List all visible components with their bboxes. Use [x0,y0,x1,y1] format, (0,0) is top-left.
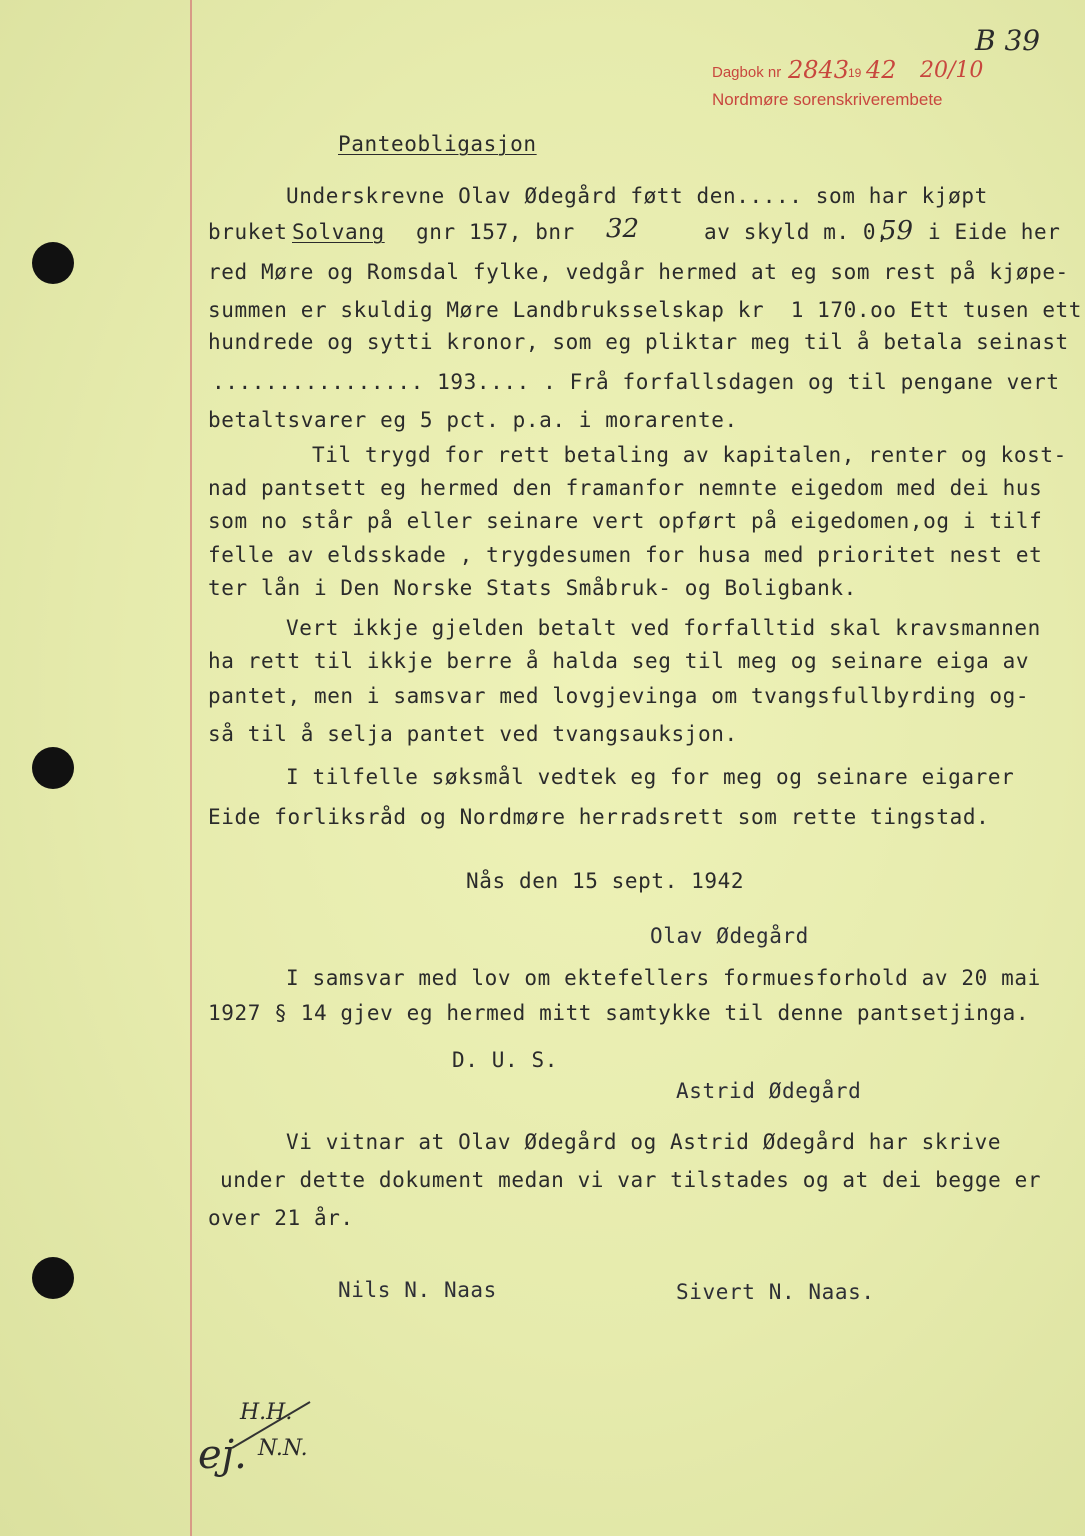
signature-owner: Olav Ødegård [650,924,809,948]
text-line: I tilfelle søksmål vedtek eg for meg og seinare eigarer [286,765,1015,789]
text-line: nad pantsett eg hermed den framanfor nemnte eigedom med dei hus [208,476,1043,500]
text-line: summen er skuldig Møre Landbruksselskap kr 1 170.oo Ett tusen ett [208,298,1083,322]
signature-witness-1: Nils N. Naas [338,1278,497,1302]
text-line: i Eide her [928,220,1061,244]
text-line: Eide forliksråd og Nordmøre herradsrett som rette tingstad. [208,805,990,829]
initials-2: N.N. [258,1436,308,1461]
text-line: ha rett til ikkje berre å halda seg til meg og seinare eiga av [208,649,1030,673]
stamp-year: 42 [866,56,897,84]
initials-mark: ej. [198,1432,247,1478]
handwritten-skyld: 59 [880,216,914,246]
text-line: pantet, men i samsvar med lovgjevinga om tvangsfullbyrding og- [208,684,1030,708]
text-line: betaltsvarer eg 5 pct. p.a. i morarente. [208,408,738,432]
text-line: Vert ikkje gjelden betalt ved forfalltid skal kravsmannen [286,616,1041,640]
text-line: felle av eldsskade , trygdesumen for husa med prioritet nest et [208,543,1043,567]
punch-hole [32,747,74,789]
margin-rule [190,0,192,1536]
text-line: 1927 § 14 gjev eg hermed mitt samtykke til denne pantsetjinga. [208,1001,1030,1025]
text-line: hundrede og sytti kronor, som eg pliktar meg til å betala seinast [208,330,1069,354]
text-line: I samsvar med lov om ektefellers formuesforhold av 20 mai [286,966,1041,990]
property-name: Solvang [292,220,385,244]
punch-hole [32,242,74,284]
text-line: ................ 193.... . Frå forfallsdagen og til pengane vert [212,370,1060,394]
initials-1: H.H. [240,1400,293,1425]
stamp-number: 2843 [788,56,850,84]
text-line: Underskrevne Olav Ødegård føtt den..... som har kjøpt [286,184,988,208]
text-line: Vi vitnar at Olav Ødegård og Astrid Ødegård har skrive [286,1130,1002,1154]
text-line: bruket [208,220,288,244]
text-line: over 21 år. [208,1206,354,1230]
text-line: av skyld m. 0, [704,220,890,244]
handwritten-bnr: 32 [606,214,640,244]
text-line: Til trygd for rett betaling av kapitalen, renter og kost- [312,443,1067,467]
document-title: Panteobligasjon [338,132,537,156]
signature-witness-2: Sivert N. Naas. [676,1280,875,1304]
text-line: så til å selja pantet ved tvangsauksjon. [208,722,738,746]
text-line: red Møre og Romsdal fylke, vedgår hermed at eg som rest på kjøpe- [208,260,1069,284]
signature-spouse: Astrid Ødegård [676,1079,862,1103]
dus-mark: D. U. S. [452,1048,558,1072]
punch-hole [32,1257,74,1299]
place-date: Nås den 15 sept. 1942 [466,869,745,893]
stamp-year-prefix: 19 [848,66,862,80]
stamp-office: Nordmøre sorenskriverembete [712,90,943,109]
text-line: under dette dokument medan vi var tilstades og at dei begge er [220,1168,1042,1192]
text-line: som no står på eller seinare vert opført på eigedomen,og i tilf [208,509,1043,533]
stamp-label: Dagbok nr [712,64,782,81]
stamp-date: 20/10 [920,58,984,83]
initials-stroke [226,1396,316,1456]
text-line: ter lån i Den Norske Stats Småbruk- og Boligbank. [208,576,857,600]
text-line: gnr 157, bnr [416,220,575,244]
page-reference: B 39 [975,24,1041,57]
